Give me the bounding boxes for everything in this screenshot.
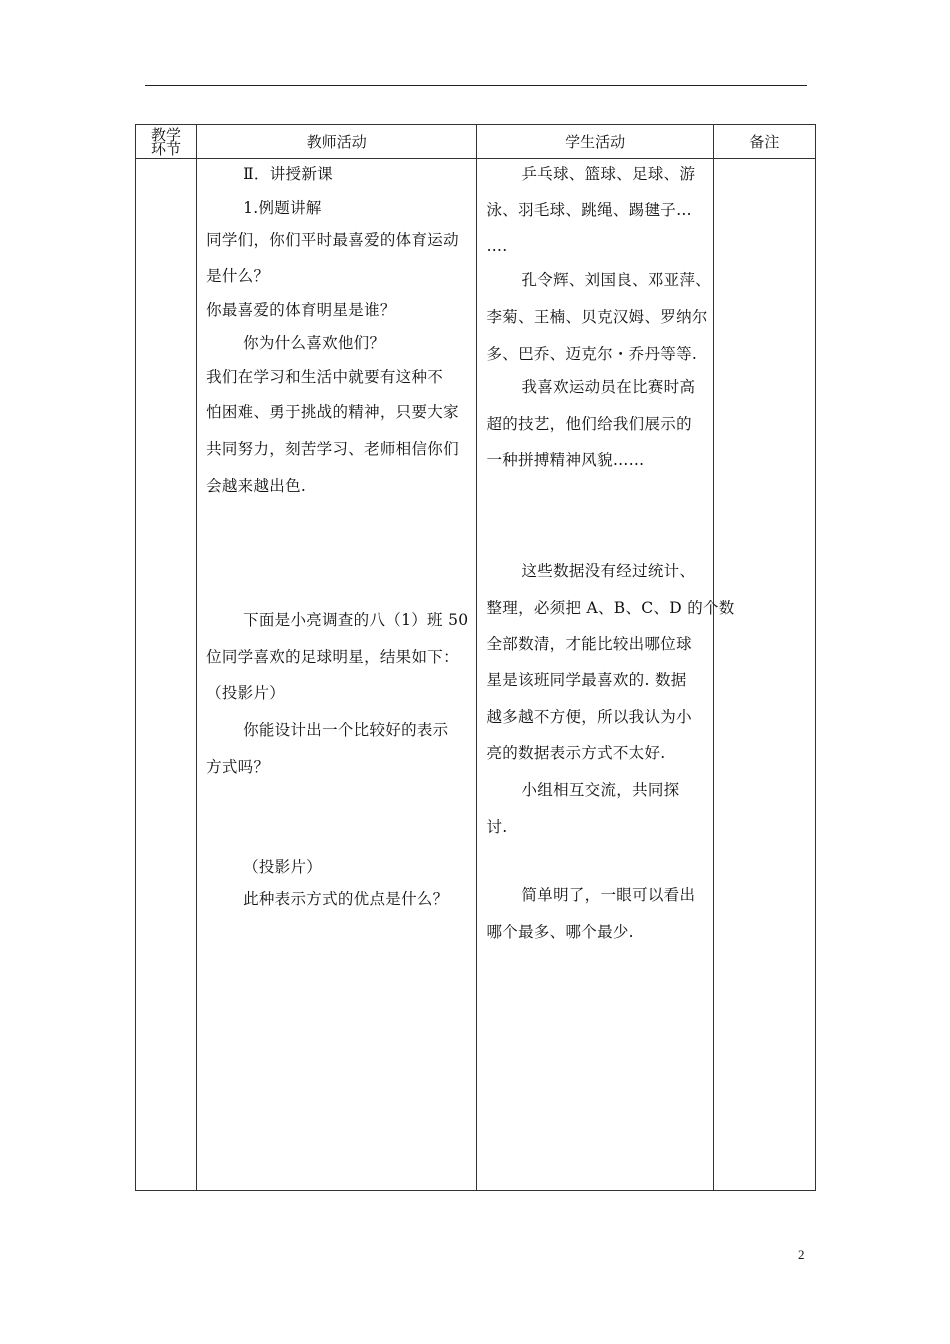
student-line: 多、巴乔、迈克尔・乔丹等等.: [486, 345, 698, 363]
student-activity-cell: [477, 159, 735, 1191]
teacher-line: （投影片）: [243, 858, 323, 876]
teacher-line: Ⅱ．讲授新课: [243, 165, 333, 183]
teacher-line: 方式吗？: [206, 758, 270, 776]
teacher-line: 是什么？: [206, 267, 270, 285]
student-line: 简单明了，一眼可以看出: [521, 886, 696, 904]
stage-cell: [136, 159, 197, 1191]
student-line: 泳、羽毛球、跳绳、踢毽子…: [486, 201, 692, 219]
student-line: 李菊、王楠、贝克汉姆、罗纳尔: [486, 308, 708, 326]
notes-cell: [713, 159, 815, 1191]
student-line: 亮的数据表示方式不太好.: [486, 744, 666, 762]
student-line: 一种拼搏精神风貌……: [486, 451, 645, 469]
student-line: 这些数据没有经过统计、: [521, 562, 696, 580]
student-line: 讨.: [486, 818, 508, 836]
student-line: 乒乓球、篮球、足球、游: [521, 165, 696, 183]
teacher-line: 1.例题讲解: [243, 199, 322, 217]
student-line: 我喜欢运动员在比赛时高: [521, 378, 696, 396]
student-line: 全部数清，才能比较出哪位球: [486, 635, 692, 653]
header-student-activity: 学生活动: [477, 125, 713, 159]
header-notes: 备注: [713, 125, 815, 159]
teacher-line: 下面是小亮调查的八（1）班 50: [243, 611, 469, 629]
teacher-line: 会越来越出色.: [206, 477, 307, 495]
student-line: 哪个最多、哪个最少.: [486, 923, 634, 941]
teacher-line: 同学们，你们平时最喜爱的体育运动: [206, 231, 459, 249]
header-rule: [145, 85, 807, 86]
teacher-line: 怕困难、勇于挑战的精神，只要大家: [206, 403, 459, 421]
teacher-line: 共同努力，刻苦学习、老师相信你们: [206, 440, 459, 458]
header-stage: [136, 125, 197, 159]
student-line: 小组相互交流，共同探: [521, 781, 680, 799]
header-stage-line-1: 教学: [151, 125, 182, 144]
teacher-line: 你为什么喜欢他们？: [243, 334, 386, 352]
table-body-row: [136, 159, 816, 1191]
header-stage-line-2: 环节: [151, 139, 182, 158]
page-number: 2: [798, 1247, 805, 1262]
student-line: 超的技艺，他们给我们展示的: [486, 415, 692, 433]
lesson-table: [135, 124, 816, 1191]
teacher-line: 你最喜爱的体育明星是谁？: [206, 301, 396, 319]
teacher-line: （投影片）: [206, 684, 286, 702]
table-header-row: [136, 125, 816, 159]
student-line: 星是该班同学最喜欢的. 数据: [486, 671, 687, 689]
student-line: 越多越不方便，所以我认为小: [486, 708, 692, 726]
header-teacher-activity: 教师活动: [197, 125, 477, 159]
student-line: 孔令辉、刘国良、邓亚萍、: [521, 271, 712, 289]
teacher-activity-cell: [197, 159, 477, 1191]
teacher-line: 我们在学习和生活中就要有这种不: [206, 368, 444, 386]
teacher-line: 此种表示方式的优点是什么？: [243, 890, 449, 908]
teacher-line: 你能设计出一个比较好的表示: [243, 721, 449, 739]
student-line: ….: [486, 237, 508, 255]
teacher-line: 位同学喜欢的足球明星，结果如下：: [206, 648, 459, 666]
student-line: 整理，必须把 A、B、C、D 的个数: [486, 599, 735, 617]
